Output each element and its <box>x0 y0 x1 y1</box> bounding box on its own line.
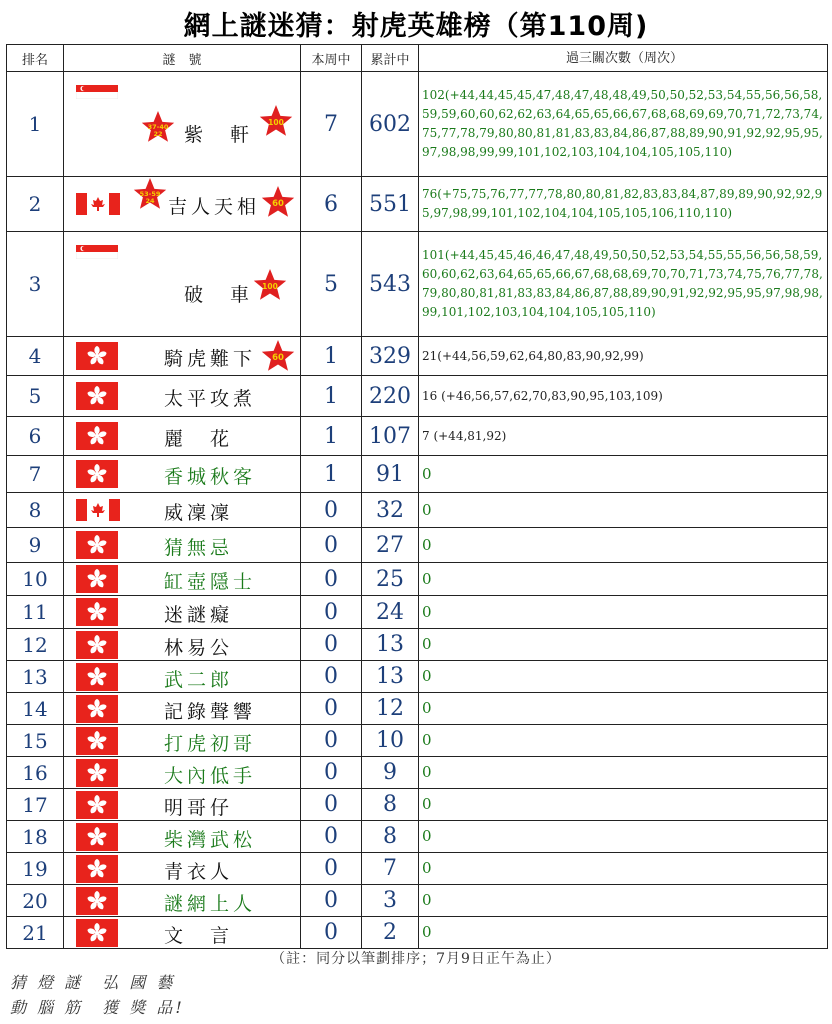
total-count-cell: 8 <box>362 821 419 853</box>
table-row <box>7 72 828 177</box>
player-name: 太平攻煮 <box>164 388 257 410</box>
hong-kong-flag-icon <box>76 531 118 563</box>
history-cell: 0 <box>419 629 828 661</box>
table-row <box>7 456 828 493</box>
page-title: 網上謎迷猜：射虎英雄榜（第110周) <box>183 11 649 42</box>
name-cell <box>64 232 301 337</box>
header-history: 過三關次數（周次） <box>419 45 828 72</box>
table-row <box>7 493 828 528</box>
svg-text:60: 60 <box>272 199 284 209</box>
total-count-cell: 8 <box>362 789 419 821</box>
svg-text:22: 22 <box>153 130 163 138</box>
rank-cell: 18 <box>7 821 64 853</box>
week-count-cell: 0 <box>301 528 362 563</box>
week-count-cell: 6 <box>301 177 362 232</box>
player-name: 打虎初哥 <box>164 732 257 755</box>
player-name: 大內低手 <box>164 764 257 787</box>
total-count-cell: 107 <box>362 417 419 456</box>
rank-cell: 4 <box>7 337 64 376</box>
canada-flag-icon <box>76 193 120 219</box>
history-cell: 0 <box>419 563 828 596</box>
history-cell: 0 <box>419 885 828 917</box>
rank-cell: 1 <box>7 72 64 177</box>
table-row <box>7 693 828 725</box>
week-count-cell: 0 <box>301 661 362 693</box>
name-cell <box>64 376 301 417</box>
name-cell <box>64 177 301 232</box>
week-count-cell: 0 <box>301 629 362 661</box>
player-name: 文 言 <box>164 924 234 947</box>
week-count-cell: 7 <box>301 72 362 177</box>
rank-cell: 6 <box>7 417 64 456</box>
week-count-cell: 0 <box>301 789 362 821</box>
rank-cell: 8 <box>7 493 64 528</box>
rank-cell: 12 <box>7 629 64 661</box>
name-cell <box>64 629 301 661</box>
player-name: 謎網上人 <box>164 892 257 915</box>
svg-text:60: 60 <box>272 353 284 363</box>
history-cell: 0 <box>419 596 828 629</box>
total-count-cell: 220 <box>362 376 419 417</box>
hong-kong-flag-icon <box>76 631 118 663</box>
svg-text:37-40: 37-40 <box>147 123 169 131</box>
total-count-cell: 3 <box>362 885 419 917</box>
table-row <box>7 232 828 337</box>
name-cell <box>64 821 301 853</box>
history-cell: 102(+44,44,45,45,47,48,47,48,48,49,50,50,52,53,54,55,56,56,58,59,59,60,60,62,62,63,64,65,65,66,67,68,68,69,69,70,71,72,73,74,75,77,78,79,80,80,81,81,83,83,84,86,87,88,89,90,91,92,92,95,95,97,98,98,99,99,101,102,103,104,104,105,105,110) <box>419 72 828 177</box>
player-name: 林易公 <box>164 636 234 659</box>
header-total: 累計中 <box>362 45 419 72</box>
svg-text:53-59: 53-59 <box>139 190 161 198</box>
rank-cell: 11 <box>7 596 64 629</box>
hong-kong-flag-icon <box>76 342 118 374</box>
table-row <box>7 661 828 693</box>
hong-kong-flag-icon <box>76 695 118 727</box>
rank-cell: 7 <box>7 456 64 493</box>
total-count-cell: 602 <box>362 72 419 177</box>
total-count-cell: 2 <box>362 917 419 949</box>
singapore-flag-icon <box>76 84 118 103</box>
rank-cell: 21 <box>7 917 64 949</box>
history-cell: 0 <box>419 789 828 821</box>
name-cell <box>64 757 301 789</box>
player-name: 明哥仔 <box>164 796 234 819</box>
week-count-cell: 0 <box>301 757 362 789</box>
week-count-cell: 1 <box>301 376 362 417</box>
rank-cell: 10 <box>7 563 64 596</box>
total-count-cell: 9 <box>362 757 419 789</box>
hong-kong-flag-icon <box>76 382 118 414</box>
hong-kong-flag-icon <box>76 791 118 823</box>
total-count-cell: 25 <box>362 563 419 596</box>
table-row <box>7 177 828 232</box>
week-count-cell: 0 <box>301 725 362 757</box>
red-star-badge-icon <box>258 104 294 142</box>
history-cell: 0 <box>419 725 828 757</box>
week-count-cell: 0 <box>301 885 362 917</box>
player-name: 青衣人 <box>164 860 234 883</box>
name-cell <box>64 337 301 376</box>
player-name: 香城秋客 <box>164 466 257 488</box>
week-count-cell: 0 <box>301 596 362 629</box>
week-count-cell: 0 <box>301 693 362 725</box>
week-count-cell: 0 <box>301 853 362 885</box>
hong-kong-flag-icon <box>76 919 118 951</box>
table-row <box>7 853 828 885</box>
rank-cell: 19 <box>7 853 64 885</box>
name-cell <box>64 596 301 629</box>
history-cell: 101(+44,45,45,46,46,47,48,49,50,50,52,53,54,55,55,56,56,58,59,60,60,62,63,64,65,65,66,67,68,68,69,70,70,71,73,74,75,76,77,78,79,80,80,81,81,83,83,84,86,87,88,89,90,91,92,92,95,95,97,98,98,99,101,102,103,104,104,105,105,110) <box>419 232 828 337</box>
hong-kong-flag-icon <box>76 855 118 887</box>
slogan-line-2: 動 腦 筋 獲 獎 品! <box>10 998 185 1017</box>
name-cell <box>64 885 301 917</box>
history-cell: 0 <box>419 917 828 949</box>
name-cell <box>64 693 301 725</box>
history-cell: 21(+44,56,59,62,64,80,83,90,92,99) <box>419 337 828 376</box>
rank-cell: 5 <box>7 376 64 417</box>
ranking-table <box>6 44 828 949</box>
week-count-cell: 1 <box>301 337 362 376</box>
player-name: 迷謎癡 <box>164 604 234 626</box>
player-name: 缸壺隱士 <box>164 571 257 593</box>
name-cell <box>64 72 301 177</box>
history-cell: 0 <box>419 853 828 885</box>
total-count-cell: 27 <box>362 528 419 563</box>
week-count-cell: 1 <box>301 417 362 456</box>
table-row <box>7 528 828 563</box>
rank-cell: 9 <box>7 528 64 563</box>
week-count-cell: 1 <box>301 456 362 493</box>
table-row <box>7 337 828 376</box>
name-cell <box>64 789 301 821</box>
rank-cell: 17 <box>7 789 64 821</box>
history-cell: 0 <box>419 493 828 528</box>
name-cell <box>64 528 301 563</box>
week-count-cell: 5 <box>301 232 362 337</box>
rank-cell: 13 <box>7 661 64 693</box>
history-cell: 0 <box>419 528 828 563</box>
player-name: 麗 花 <box>164 428 234 450</box>
hong-kong-flag-icon <box>76 823 118 855</box>
rank-cell: 16 <box>7 757 64 789</box>
name-cell <box>64 661 301 693</box>
history-cell: 0 <box>419 757 828 789</box>
hong-kong-flag-icon <box>76 663 118 695</box>
player-name: 吉人天相 <box>168 196 261 218</box>
rank-cell: 3 <box>7 232 64 337</box>
total-count-cell: 91 <box>362 456 419 493</box>
table-header-row <box>7 45 828 72</box>
svg-text:100: 100 <box>268 118 284 127</box>
table-row <box>7 376 828 417</box>
red-star-badge-icon <box>252 268 288 306</box>
table-row <box>7 757 828 789</box>
total-count-cell: 13 <box>362 661 419 693</box>
red-star-badge-icon <box>260 339 296 377</box>
table-row <box>7 417 828 456</box>
hong-kong-flag-icon <box>76 887 118 919</box>
red-star-badge-icon <box>260 185 296 223</box>
table-row <box>7 629 828 661</box>
table-row <box>7 917 828 949</box>
name-cell <box>64 493 301 528</box>
player-name: 紫 軒 <box>184 124 254 146</box>
name-cell <box>64 917 301 949</box>
player-name: 威凜凜 <box>164 502 234 524</box>
week-count-cell: 0 <box>301 563 362 596</box>
hong-kong-flag-icon <box>76 727 118 759</box>
table-row <box>7 789 828 821</box>
total-count-cell: 12 <box>362 693 419 725</box>
table-row <box>7 596 828 629</box>
header-name: 謎 號 <box>64 45 301 72</box>
red-star-badge-icon <box>132 177 168 215</box>
rank-cell: 14 <box>7 693 64 725</box>
week-count-cell: 0 <box>301 493 362 528</box>
name-cell <box>64 417 301 456</box>
header-rank: 排名 <box>7 45 64 72</box>
hong-kong-flag-icon <box>76 422 118 454</box>
history-cell: 0 <box>419 661 828 693</box>
history-cell: 7 (+44,81,92) <box>419 417 828 456</box>
total-count-cell: 24 <box>362 596 419 629</box>
history-cell: 16 (+46,56,57,62,70,83,90,95,103,109) <box>419 376 828 417</box>
hong-kong-flag-icon <box>76 460 118 492</box>
singapore-flag-icon <box>76 244 118 263</box>
table-row <box>7 563 828 596</box>
name-cell <box>64 853 301 885</box>
total-count-cell: 32 <box>362 493 419 528</box>
slogan-line-1: 猜 燈 謎 弘 國 藝 <box>10 973 176 992</box>
rank-cell: 2 <box>7 177 64 232</box>
player-name: 武二郎 <box>164 668 234 691</box>
history-cell: 76(+75,75,76,77,77,78,80,80,81,82,83,83,84,87,89,89,90,92,92,95,97,98,99,101,102,104,104,105,105,106,110,110) <box>419 177 828 232</box>
week-count-cell: 0 <box>301 821 362 853</box>
svg-text:100: 100 <box>262 282 278 291</box>
week-count-cell: 0 <box>301 917 362 949</box>
hong-kong-flag-icon <box>76 565 118 597</box>
name-cell <box>64 725 301 757</box>
table-row <box>7 821 828 853</box>
hong-kong-flag-icon <box>76 759 118 791</box>
history-cell: 0 <box>419 456 828 493</box>
hong-kong-flag-icon <box>76 598 118 630</box>
red-star-badge-icon <box>140 110 176 148</box>
total-count-cell: 7 <box>362 853 419 885</box>
player-name: 破 車 <box>184 284 254 306</box>
total-count-cell: 13 <box>362 629 419 661</box>
header-week: 本周中 <box>301 45 362 72</box>
total-count-cell: 543 <box>362 232 419 337</box>
history-cell: 0 <box>419 821 828 853</box>
name-cell <box>64 456 301 493</box>
table-row <box>7 725 828 757</box>
canada-flag-icon <box>76 499 120 525</box>
rank-cell: 20 <box>7 885 64 917</box>
player-name: 猜無忌 <box>164 537 234 559</box>
rank-cell: 15 <box>7 725 64 757</box>
history-cell: 0 <box>419 693 828 725</box>
player-name: 騎虎難下 <box>164 348 257 370</box>
footnote: （註：同分以筆劃排序；7月9日正午為止） <box>271 951 561 967</box>
player-name: 柴灣武松 <box>164 828 257 851</box>
svg-text:24: 24 <box>145 197 155 205</box>
player-name: 記錄聲響 <box>164 700 257 723</box>
total-count-cell: 10 <box>362 725 419 757</box>
name-cell <box>64 563 301 596</box>
total-count-cell: 551 <box>362 177 419 232</box>
total-count-cell: 329 <box>362 337 419 376</box>
table-row <box>7 885 828 917</box>
